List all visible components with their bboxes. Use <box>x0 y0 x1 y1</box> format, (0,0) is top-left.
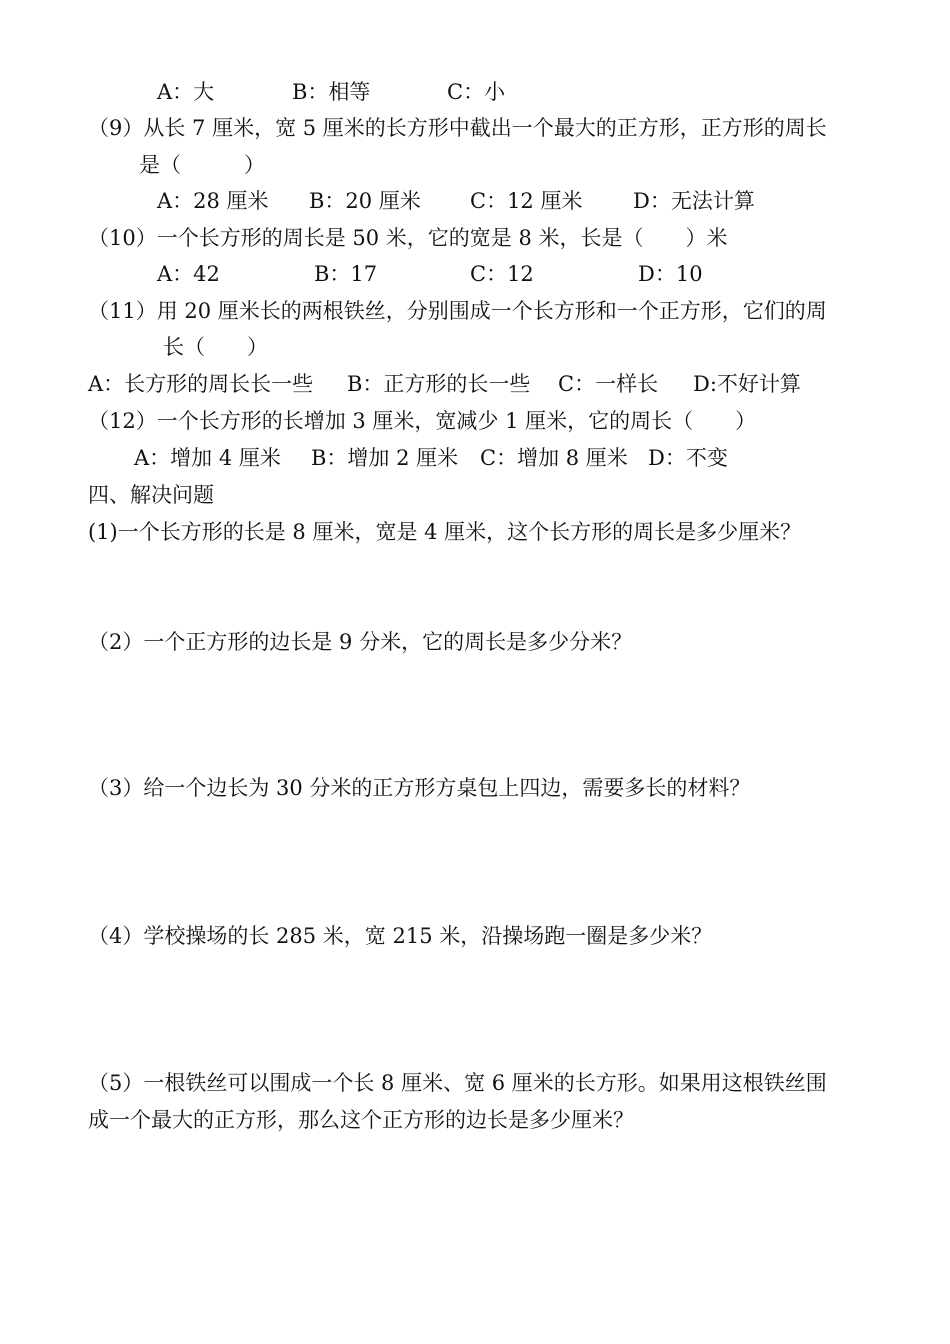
problem-5-line2: 成一个最大的正方形，那么这个正方形的边长是多少厘米？ <box>88 1108 634 1132</box>
q10-option-d: D：10 <box>638 262 703 286</box>
q9-option-a: A：28 厘米 <box>157 189 269 213</box>
q12-option-c: C：增加 8 厘米 <box>480 446 628 470</box>
q8-option-c: C：小 <box>447 80 506 104</box>
q11-option-c: C：一样长 <box>558 372 659 396</box>
q12-option-d: D：不变 <box>648 446 728 470</box>
q11-option-a: A：长方形的周长长一些 <box>88 372 314 396</box>
q9-option-b: B：20 厘米 <box>309 189 421 213</box>
q11-stem-line1: （11）用 20 厘米长的两根铁丝，分别围成一个长方形和一个正方形，它们的周 <box>88 299 827 323</box>
problem-1: (1)一个长方形的长是 8 厘米，宽是 4 厘米，这个长方形的周长是多少厘米？ <box>88 520 802 544</box>
q9-option-d: D：无法计算 <box>633 189 755 213</box>
q10-option-b: B：17 <box>314 262 378 286</box>
q12-stem: （12）一个长方形的长增加 3 厘米，宽减少 1 厘米，它的周长（ ） <box>88 409 757 433</box>
section4-heading: 四、解决问题 <box>88 483 214 507</box>
q8-option-b: B：相等 <box>292 80 371 104</box>
problem-4: （4）学校操场的长 285 米，宽 215 米，沿操场跑一圈是多少米？ <box>88 924 713 948</box>
q8-option-a: A：大 <box>157 80 215 104</box>
problem-5-line1: （5）一根铁丝可以围成一个长 8 厘米、宽 6 厘米的长方形。如果用这根铁丝围 <box>88 1071 827 1095</box>
q9-option-c: C：12 厘米 <box>470 189 583 213</box>
q10-option-a: A：42 <box>157 262 220 286</box>
q9-stem-line1: （9）从长 7 厘米，宽 5 厘米的长方形中截出一个最大的正方形，正方形的周长 <box>88 116 827 140</box>
q10-stem: （10）一个长方形的周长是 50 米，它的宽是 8 米，长是（ ）米 <box>88 226 728 250</box>
q10-option-c: C：12 <box>470 262 534 286</box>
q12-option-b: B：增加 2 厘米 <box>311 446 459 470</box>
q9-stem-line2: 是（ ） <box>139 153 265 177</box>
problem-3: （3）给一个边长为 30 分米的正方形方桌包上四边，需要多长的材料？ <box>88 776 751 800</box>
q11-stem-line2: 长（ ） <box>163 335 268 359</box>
problem-2: （2）一个正方形的边长是 9 分米，它的周长是多少分米？ <box>88 630 633 654</box>
q11-option-d: D:不好计算 <box>693 372 801 396</box>
q11-option-b: B：正方形的长一些 <box>347 372 531 396</box>
q12-option-a: A：增加 4 厘米 <box>134 446 281 470</box>
